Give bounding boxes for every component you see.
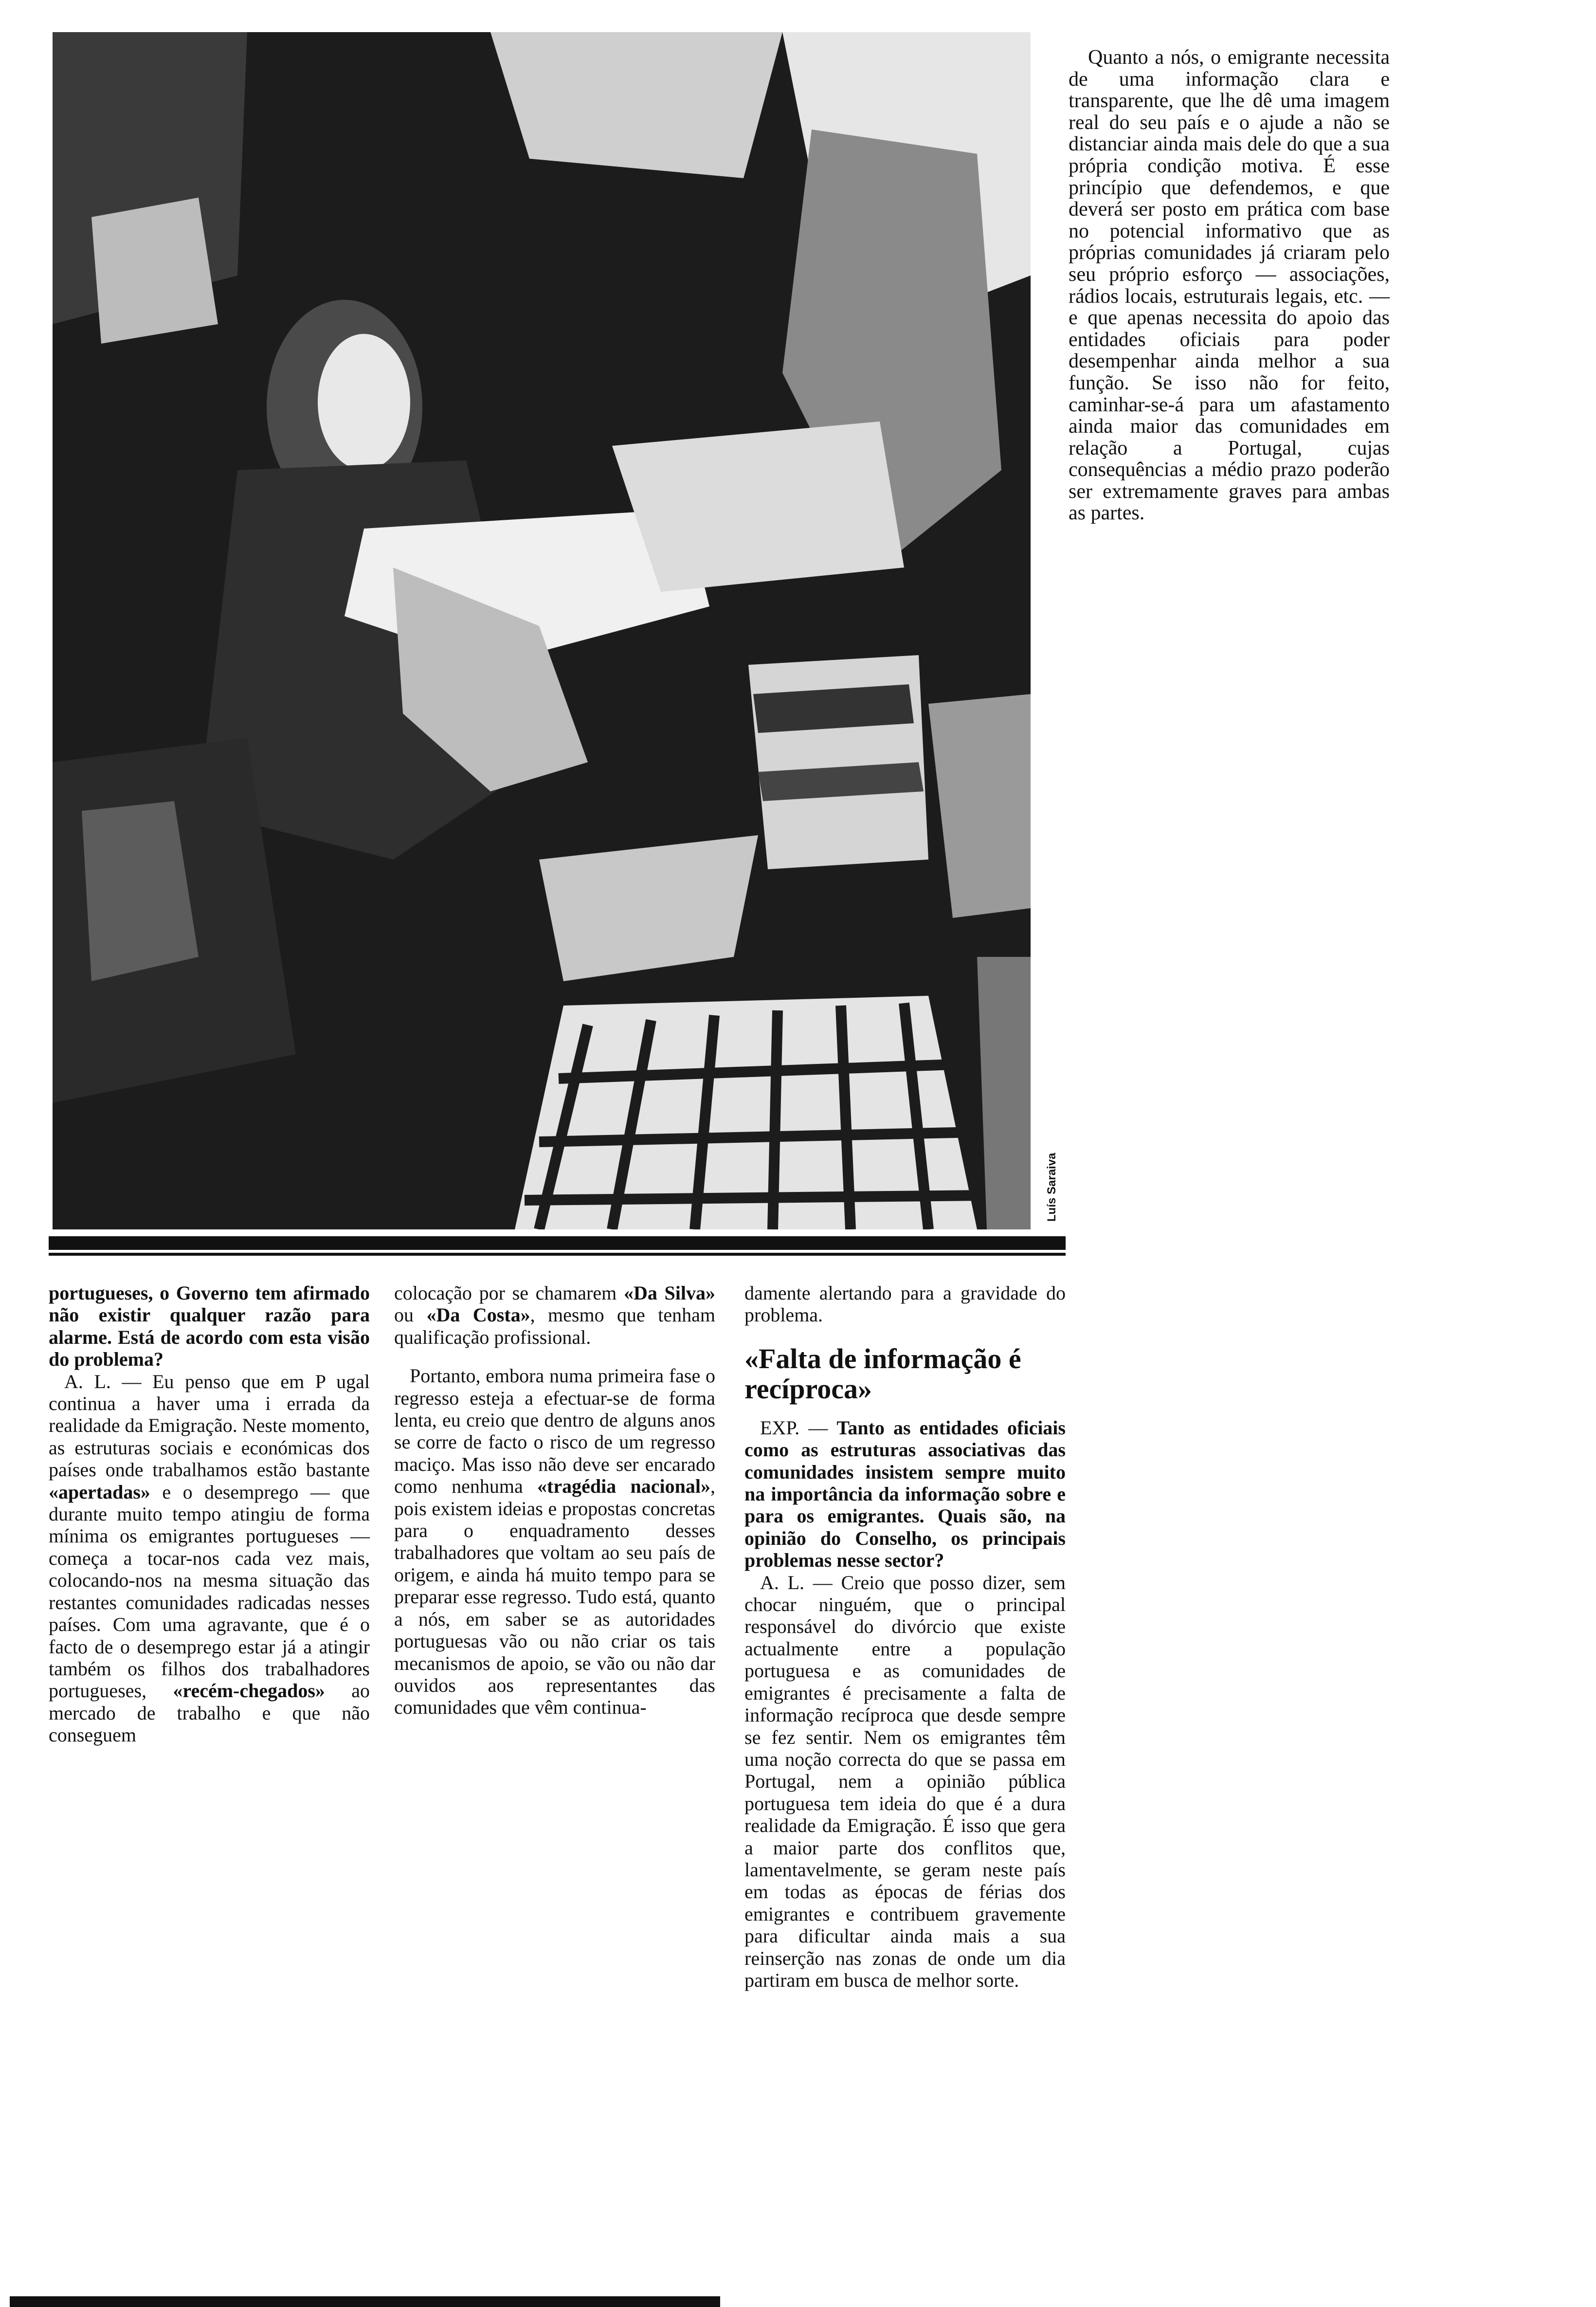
answer-paragraph: damente alertando para a gravidade do problema. [744,1282,1066,1326]
answer-emphasis: «Da Costa» [426,1304,530,1326]
answer-text: ao mercado de trabalho e que não conseguem [49,1680,370,1746]
sidebar-article-text [1069,47,1390,524]
answer-text: Portanto, embora numa primeira fase o regresso esteja a efectuar-se de forma lenta, eu creio que dentro de alguns anos se corre de facto o risco de um regresso maciço. Mas isso não deve ser encarado como nenhuma [394,1365,715,1498]
photo-emigrants-with-luggage-icon [53,32,1031,1229]
sidebar-paragraph: Quanto a nós, o emigrante necessita de uma informação clara e transparente, que lhe dê uma imagem real do seu país e o ajude a não se distanciar ainda mais dele do que a sua própria condição motiva. É esse princípio que defendemos, e que deverá ser posto em prática com base no potencial informativo que as próprias comunidades já criaram pelo seu próprio esforço — associações, rádios locais, estruturais legais, etc. — e que apenas necessita do apoio das entidades oficiais para poder desempenhar ainda melhor a sua função. Se isso não for feito, caminhar-se-á para um afastamento ainda maior das comunidades em relação a Portugal, cujas consequências a médio prazo poderão ser extremamente graves para ambas as partes. [1069,46,1390,525]
answer-emphasis: «recém-chegados» [173,1680,325,1702]
section-rule-thin [49,1253,1066,1256]
photo-credit: Luís Saraiva [1045,1153,1058,1222]
section-heading: «Falta de informação é recíproca» [744,1342,1021,1405]
article-column-2 [394,1282,715,1719]
answer-text: colocação por se chamarem [394,1282,624,1304]
interview-answer [49,1371,370,1746]
answer-text: , pois existem ideias e propostas concretas para o enquadramento desses trabalhadores que voltam ao seu país de origem, e ainda há muito tempo para se preparar esse regresso. Tudo está, quanto a nós, em saber se as autoridades portuguesas vão ou não criar os tais mecanismos de apoio, se vão ou não dar ouvidos aos representantes das comunidades que vêm continua- [394,1475,715,1719]
interview-question [744,1417,1066,1572]
answer-emphasis: «tragédia nacional» [537,1475,710,1498]
interview-answer: A. L. — Creio que posso dizer, sem chocar ninguém, que o principal responsável do divórcio que existe actualmente entre a população portuguesa e as comunidades de emigrantes é precisamente a falta de informação recíproca que desde sempre se fez sentir. Nem os emigrantes têm uma noção correcta do que se passa em Portugal, nem a opinião pública portuguesa tem ideia do que é a dura realidade da Emigração. É isso que gera a maior parte dos conflitos que, lamentavelmente, se geram neste país em todas as épocas de férias dos emigrantes e contribuem gravemente para dificultar ainda mais a sua reinserção nas zonas de onde um dia partiram em busca de melhor sorte. [744,1571,1066,1991]
question-label: EXP. — [760,1416,837,1439]
answer-text: e o desemprego — que durante muito tempo atingiu de forma mínima os emigrantes portugueses — começa a tocar-nos cada vez mais, colocando-nos na mesma situação das restantes comunidades radicadas nesses países. Com uma agravante, que é o facto de o desemprego estar já a atingir também os filhos dos trabalhadores portugueses, [49,1481,370,1702]
answer-text: A. L. — Eu penso que em P ugal continua a haver uma i errada da realidade da Emigração. Neste momento, as estruturas sociais e económicas dos países onde trabalhamos estão bastante [49,1370,370,1481]
column-bottom-rule [10,2296,720,2307]
answer-text: , mesmo que tenham qualificação profissional. [394,1304,715,1348]
question-text: Tanto as entidades oficiais como as estruturas associativas das comunidades insistem sempre muito na importância da informação sobre e para os emigrantes. Quais são, na opinião do Conselho, os principais problemas nesse sector? [744,1416,1066,1572]
news-photo [53,32,1031,1229]
answer-paragraph [394,1282,715,1348]
article-column-3 [744,1282,1066,1991]
answer-text: ou [394,1304,427,1326]
answer-paragraph [394,1365,715,1719]
answer-emphasis: «Da Silva» [623,1282,716,1304]
article-column-1 [49,1282,370,1746]
interview-question: portugueses, o Governo tem afirmado não existir qualquer razão para alarme. Está de acordo com esta visão do problema? [49,1282,370,1371]
answer-emphasis: «apertadas» [49,1481,150,1503]
section-rule-thick [49,1236,1066,1250]
